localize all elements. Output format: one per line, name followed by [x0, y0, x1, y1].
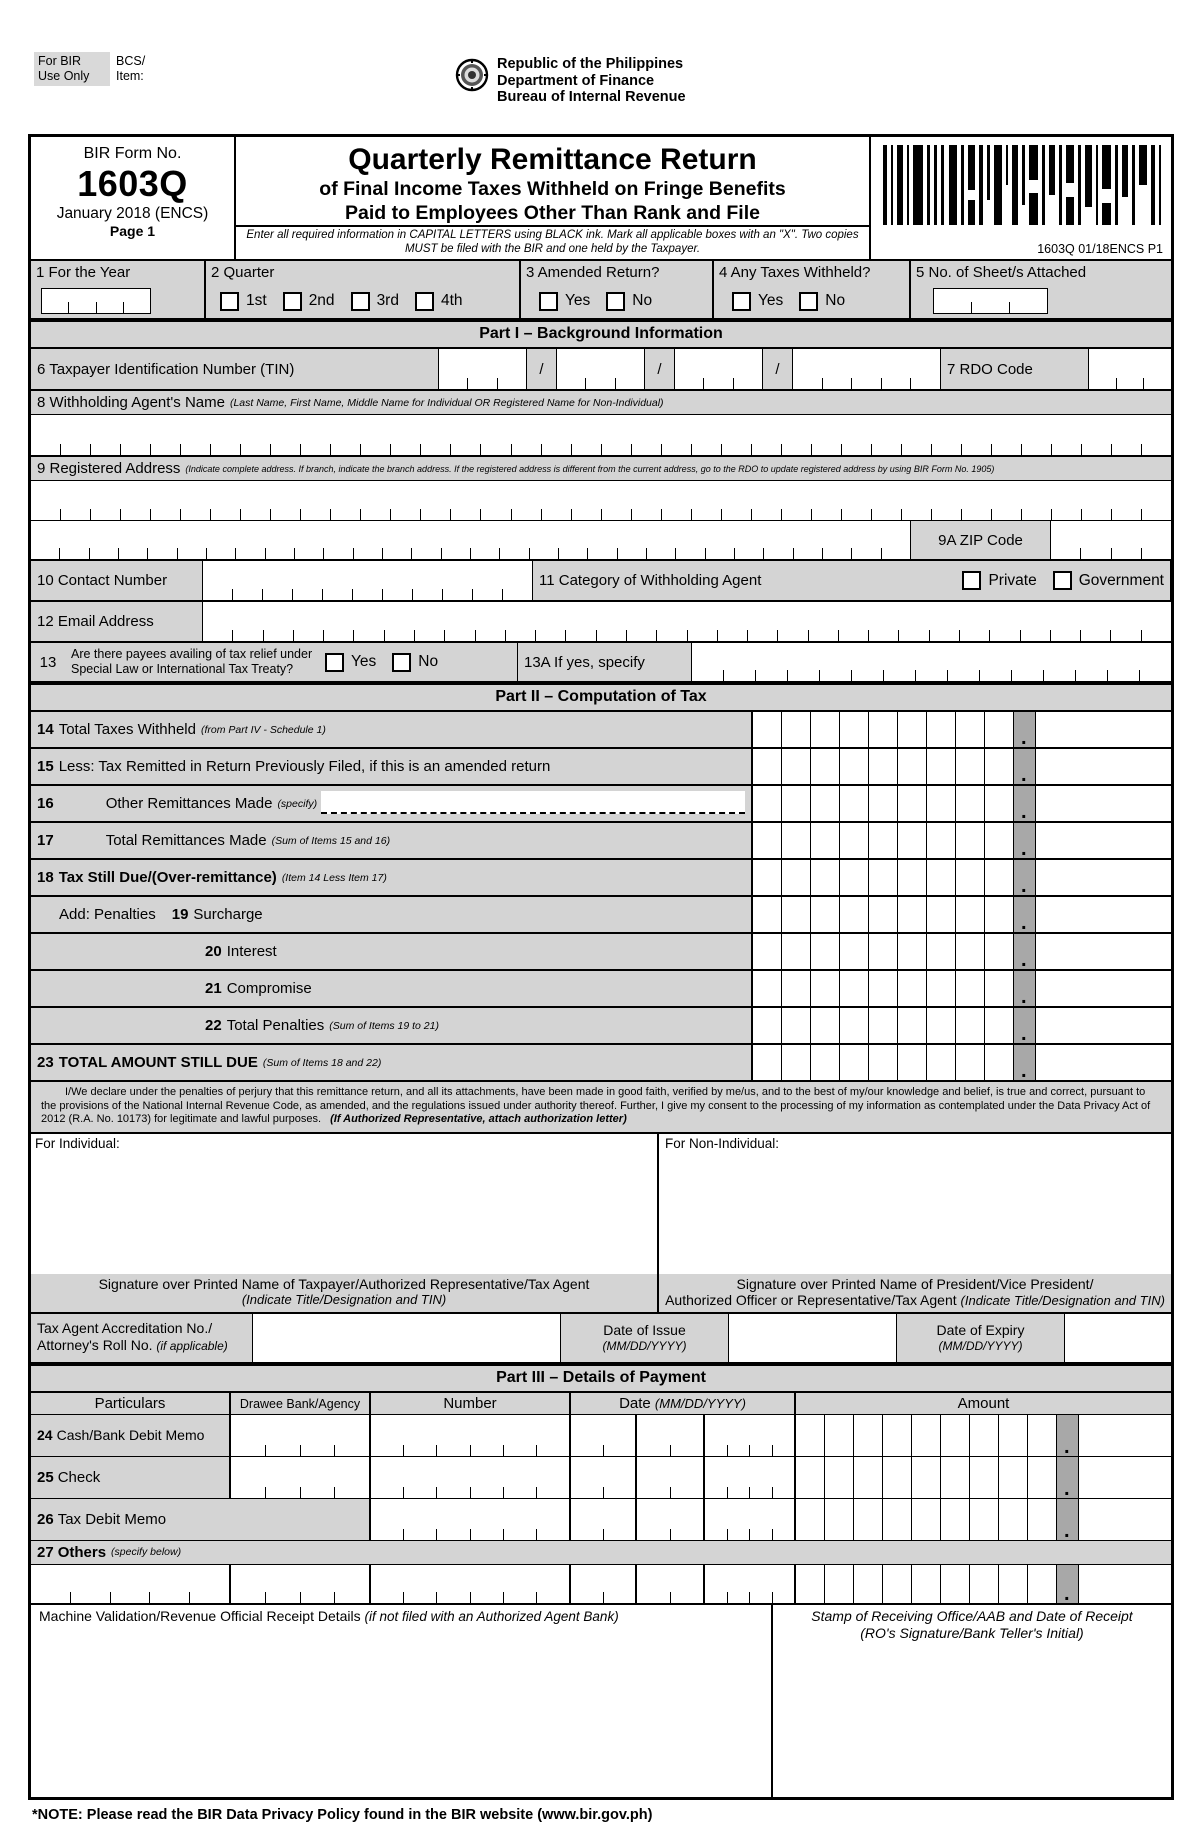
item-13a-label: 13A If yes, specify	[517, 643, 692, 681]
item-10-label: 10 Contact Number	[31, 561, 203, 600]
part3-row-24	[31, 1415, 1171, 1457]
date-issue-note: (MM/DD/YYYY)	[602, 1338, 687, 1353]
row-23-note: (Sum of Items 18 and 22)	[262, 1056, 382, 1069]
item-5-label: 5 No. of Sheet/s Attached	[911, 261, 1171, 284]
tin-part-2[interactable]	[557, 349, 645, 389]
checkbox-government[interactable]	[1053, 571, 1072, 590]
amended-label-yes: Yes	[565, 292, 591, 309]
date-expiry-label: Date of Expiry	[936, 1321, 1025, 1338]
tax-agent-line1: Tax Agent Accreditation No./	[37, 1320, 213, 1336]
part2-row-23	[31, 1045, 1171, 1082]
row-18-note: (Item 14 Less Item 17)	[281, 871, 387, 884]
row-25-number-input[interactable]	[371, 1457, 571, 1498]
row-23-num: 23	[37, 1054, 54, 1071]
row-25-drawee-input[interactable]	[231, 1457, 371, 1498]
part2-rows	[31, 712, 1171, 1082]
item-8-input-row	[31, 415, 1171, 457]
withheld-option-no[interactable]	[799, 292, 845, 311]
row-14-note: (from Part IV - Schedule 1)	[200, 723, 326, 736]
zip-code-input[interactable]	[1051, 521, 1171, 559]
tax-agent-note: (if applicable)	[156, 1339, 228, 1353]
part2-row-18	[31, 860, 1171, 897]
barcode-block	[871, 137, 1171, 259]
item-6-label: 6 Taxpayer Identification Number (TIN)	[31, 349, 439, 389]
form-title-main: Quarterly Remittance Return	[348, 143, 757, 176]
row-17-label: Total Remittances Made	[105, 832, 267, 849]
part2-row-21	[31, 971, 1171, 1008]
form-version: January 2018 (ENCS)	[56, 205, 209, 222]
row-24-date-mm-input[interactable]	[571, 1415, 637, 1456]
declaration-text: I/We declare under the penalties of perjury that this remittance return, and all its attachments, have been made in good faith, verified by me/us, and to the best of my/our knowledge and belief, is true and correct, pursuant to the provisions of the National Internal Revenue Code, as amended, and the regulations issued under authority thereof. Further, I give my consent to the processing of my information as contemplated under the Data Privacy Act of 2012 (R.A. No. 10173) for legitimate and lawful purposes.	[41, 1086, 1151, 1125]
col-amount: Amount	[796, 1393, 1171, 1414]
row-22-label: Total Penalties	[226, 1017, 325, 1034]
row-15-amount-input[interactable]	[753, 749, 1171, 784]
item-4-label: 4 Any Taxes Withheld?	[714, 261, 909, 284]
row-22-amount-input[interactable]	[753, 1008, 1171, 1043]
row-20-num: 20	[205, 943, 222, 960]
row-24-amount-input[interactable]	[796, 1415, 1171, 1456]
row-24-label: Cash/Bank Debit Memo	[56, 1427, 205, 1443]
part2-row-14	[31, 712, 1171, 749]
sig-right-line2-note: (Indicate Title/Designation and TIN)	[960, 1292, 1165, 1308]
withheld-label-no: No	[825, 292, 846, 309]
declaration-text-block	[31, 1082, 1171, 1134]
category-label-government: Government	[1078, 571, 1164, 589]
row-25-date-dd-input[interactable]	[637, 1457, 705, 1498]
row-27-amount-input[interactable]	[796, 1565, 1171, 1603]
row-27-date-yyyy-input[interactable]	[705, 1565, 796, 1603]
signature-left-caption	[31, 1274, 659, 1312]
row-25-num: 25	[37, 1468, 54, 1486]
item-9a-label: 9A ZIP Code	[911, 521, 1051, 559]
row-26-amount-input[interactable]	[796, 1499, 1171, 1540]
row-27-date-dd-input[interactable]	[637, 1565, 705, 1603]
sheets-input[interactable]	[933, 288, 1048, 314]
col-drawee-bank: Drawee Bank/Agency	[231, 1393, 371, 1414]
col-date-label: Date	[619, 1394, 651, 1412]
row-17-note: (Sum of Items 15 and 16)	[271, 834, 391, 847]
item-11-label: 11 Category of Withholding Agent	[539, 572, 762, 589]
for-bir-use-only-box	[34, 52, 110, 86]
row-16-note: (specify)	[277, 797, 318, 810]
sig-right-line1: Signature over Printed Name of President/Vice President/	[736, 1275, 1094, 1292]
row-19-num: 19	[171, 906, 189, 923]
item-9-label: 9 Registered Address	[37, 460, 181, 477]
row-20-amount-input[interactable]	[753, 934, 1171, 969]
date-of-expiry-label-wrap	[897, 1314, 1065, 1362]
quarter-label-3rd: 3rd	[376, 292, 399, 309]
item-8-label-wrap	[31, 391, 1171, 414]
part2-row-19	[31, 897, 1171, 934]
date-of-expiry-input[interactable]	[1065, 1314, 1171, 1362]
machine-validation-label: Machine Validation/Revenue Official Receipt Details	[39, 1607, 361, 1624]
row-18-num: 18	[37, 869, 54, 886]
tin-part-3[interactable]	[675, 349, 763, 389]
row-16-amount-input[interactable]	[753, 786, 1171, 821]
quarter-label-2nd: 2nd	[308, 292, 335, 309]
item-9-label-wrap	[31, 457, 1171, 480]
signature-right-caption	[659, 1274, 1171, 1312]
row-27-date-mm-input[interactable]	[571, 1565, 637, 1603]
withheld-option-yes[interactable]	[732, 292, 783, 311]
row-27-label-wrap	[31, 1541, 1171, 1564]
row-21-num: 21	[205, 980, 222, 997]
form-body	[28, 134, 1174, 1800]
withheld-label-yes: Yes	[758, 292, 784, 309]
bcs-line1: BCS/	[116, 54, 146, 68]
row-25-label: Check	[57, 1468, 101, 1486]
tax-agent-line2: Attorney's Roll No.	[37, 1337, 153, 1353]
machine-validation-box[interactable]	[31, 1605, 773, 1797]
row-18-label: Tax Still Due/(Over-remittance)	[58, 869, 277, 886]
email-address-input[interactable]	[203, 602, 1171, 641]
category-option-government[interactable]	[1053, 571, 1164, 590]
row-27-drawee-input[interactable]	[231, 1565, 371, 1603]
rdo-code-input[interactable]	[1089, 349, 1171, 389]
date-expiry-note: (MM/DD/YYYY)	[938, 1338, 1023, 1353]
item-13-line2: Special Law or International Tax Treaty?	[71, 662, 294, 676]
form-instructions: Enter all required information in CAPITAL LETTERS using BLACK ink. Mark all applicable boxes with an "X". Two copies MUST be filed with the BIR and one held by the Taxpayer.	[236, 225, 869, 259]
col-number: Number	[371, 1393, 571, 1414]
stamp-line1: Stamp of Receiving Office/AAB and Date of Receipt	[811, 1607, 1133, 1624]
for-individual-label: For Individual:	[35, 1135, 120, 1151]
checkbox-tax-relief-yes[interactable]	[325, 653, 344, 672]
quarter-label-4th: 4th	[440, 292, 463, 309]
part3-header-row	[31, 1393, 1171, 1415]
for-non-individual-label: For Non-Individual:	[665, 1135, 780, 1151]
item-2-quarter	[206, 261, 521, 318]
item-9-note: (Indicate complete address. If branch, indicate the branch address. If the registered address is different from the current address, go to the RDO to update registered address by using BIR Form No. 1905)	[185, 463, 995, 474]
part2-banner: Part II – Computation of Tax	[31, 683, 1171, 712]
row-24-number-input[interactable]	[371, 1415, 571, 1456]
row-14-num: 14	[37, 721, 54, 738]
row-20-label: Interest	[226, 943, 277, 960]
agency-line2: Department of Finance	[497, 72, 655, 89]
row-21-label: Compromise	[226, 980, 312, 997]
machine-validation-caption	[31, 1605, 771, 1624]
row-26-date-mm-input[interactable]	[571, 1499, 637, 1540]
checkbox-3rd[interactable]	[351, 292, 370, 311]
row-15-label: Less: Tax Remitted in Return Previously Filed, if this is an amended return	[58, 758, 551, 775]
tin-part-1[interactable]	[439, 349, 527, 389]
agency-line3: Bureau of Internal Revenue	[497, 89, 686, 105]
sig-right-line2: Authorized Officer or Representative/Tax Agent	[665, 1291, 957, 1308]
row-25-date-yyyy-input[interactable]	[705, 1457, 796, 1498]
registered-address-line1-input[interactable]	[31, 481, 1171, 520]
agency-heading	[455, 56, 686, 106]
stamp-line2: (RO's Signature/Bank Teller's Initial)	[860, 1624, 1084, 1641]
row-24-date-dd-input[interactable]	[637, 1415, 705, 1456]
item-1-year	[31, 261, 206, 318]
checkbox-private[interactable]	[962, 571, 981, 590]
tin-separator-2: /	[645, 349, 675, 389]
part2-row-20	[31, 934, 1171, 971]
row-23-label: TOTAL AMOUNT STILL DUE	[58, 1054, 258, 1071]
part2-row-15	[31, 749, 1171, 786]
part3-row-26	[31, 1499, 1171, 1541]
tax-agent-row	[31, 1314, 1171, 1364]
row-19-prefix: Add: Penalties	[59, 906, 156, 923]
part3-row-27-label	[31, 1541, 1171, 1565]
checkbox-amended-yes[interactable]	[539, 292, 558, 311]
bir-seal-icon	[455, 58, 489, 92]
item-13-row	[31, 643, 1171, 683]
item-8-label-row	[31, 391, 1171, 415]
part3-banner: Part III – Details of Payment	[31, 1364, 1171, 1393]
row-15-num: 15	[37, 758, 54, 775]
row-21-amount-input[interactable]	[753, 971, 1171, 1006]
row-19-label: Surcharge	[193, 906, 263, 923]
stamp-caption	[773, 1605, 1171, 1642]
row-27-label: Others	[57, 1543, 107, 1561]
for-bir-line1: For BIR	[38, 54, 82, 68]
row-26-date-dd-input[interactable]	[637, 1499, 705, 1540]
checkbox-1st[interactable]	[220, 292, 239, 311]
col-particulars: Particulars	[31, 1393, 231, 1414]
part3-row-27-input	[31, 1565, 1171, 1605]
tax-agent-line2-wrap	[37, 1337, 228, 1355]
row-22-num: 22	[205, 1017, 222, 1034]
signature-individual-box[interactable]	[31, 1134, 659, 1274]
sig-left-line1: Signature over Printed Name of Taxpayer/Authorized Representative/Tax Agent	[98, 1275, 590, 1292]
amended-option-no[interactable]	[606, 292, 652, 311]
validation-row	[31, 1605, 1171, 1797]
checkbox-4th[interactable]	[415, 292, 434, 311]
row-23-amount-input[interactable]	[753, 1045, 1171, 1080]
row-24-drawee-input[interactable]	[231, 1415, 371, 1456]
checkbox-amended-no[interactable]	[606, 292, 625, 311]
for-bir-line2: Use Only	[38, 69, 90, 83]
item-1-label: 1 For the Year	[31, 261, 204, 284]
col-date	[571, 1393, 796, 1414]
form-number-block	[31, 137, 236, 259]
item-6-row	[31, 349, 1171, 391]
row-16-label: Other Remittances Made	[105, 795, 273, 812]
signature-caption-row	[31, 1274, 1171, 1314]
page-header	[0, 0, 1200, 120]
item-12-label: 12 Email Address	[31, 602, 203, 641]
form-title-block	[236, 137, 871, 259]
registered-address-line2-input[interactable]	[31, 521, 911, 559]
item-12-row	[31, 602, 1171, 643]
item-3-amended	[521, 261, 714, 318]
item-7-label: 7 RDO Code	[941, 349, 1089, 389]
sig-left-line2: (Indicate Title/Designation and TIN)	[241, 1291, 447, 1307]
tin-branch-code[interactable]	[793, 349, 941, 389]
row-24-num: 24	[37, 1427, 53, 1443]
form-no-label: BIR Form No.	[83, 145, 182, 162]
part2-row-22	[31, 1008, 1171, 1045]
form-no-value: 1603Q	[77, 163, 188, 204]
row-26-number-input[interactable]	[371, 1499, 571, 1540]
tax-agent-accreditation-input[interactable]	[253, 1314, 561, 1362]
checkbox-tax-relief-no[interactable]	[392, 653, 411, 672]
contact-number-input[interactable]	[203, 561, 533, 600]
row-27-number-input[interactable]	[371, 1565, 571, 1603]
item-9-input-row-1	[31, 481, 1171, 521]
withholding-agent-name-input[interactable]	[31, 415, 1171, 455]
row-16-num: 16	[37, 795, 54, 812]
quarter-option-3rd[interactable]	[351, 292, 399, 311]
row-25-amount-input[interactable]	[796, 1457, 1171, 1498]
item-3-label: 3 Amended Return?	[521, 261, 712, 284]
row-14-label: Total Taxes Withheld	[58, 721, 196, 738]
quarter-option-2nd[interactable]	[283, 292, 335, 311]
barcode-image	[879, 145, 1163, 225]
tin-separator-3: /	[763, 349, 793, 389]
amended-label-no: No	[632, 292, 653, 309]
part3-row-25	[31, 1457, 1171, 1499]
form-page: Page 1	[109, 223, 156, 239]
part1-banner: Part I – Background Information	[31, 320, 1171, 349]
part2-row-17	[31, 823, 1171, 860]
category-option-private[interactable]	[962, 571, 1036, 590]
quarter-option-1st[interactable]	[220, 292, 267, 311]
tax-agent-label	[31, 1314, 253, 1362]
item-bar	[31, 261, 1171, 320]
item-13-line1: Are there payees availing of tax relief under	[71, 647, 313, 661]
item-4-taxes-withheld	[714, 261, 911, 318]
row-27-particulars-input[interactable]	[31, 1565, 231, 1603]
signature-non-individual-box[interactable]	[659, 1134, 1171, 1274]
row-18-amount-input[interactable]	[753, 860, 1171, 895]
stamp-box[interactable]	[773, 1605, 1171, 1797]
item-13-options	[319, 643, 517, 681]
tax-relief-option-no[interactable]	[392, 653, 438, 672]
tin-separator-1: /	[527, 349, 557, 389]
sig-right-line2-wrap	[663, 1292, 1167, 1309]
declaration-auth-note: (If Authorized Representative, attach authorization letter)	[330, 1113, 627, 1125]
item-10-11-row	[31, 561, 1171, 602]
amended-option-yes[interactable]	[539, 292, 590, 311]
year-input[interactable]	[41, 288, 151, 314]
form-title-sub2: Paid to Employees Other Than Rank and File	[344, 202, 760, 224]
machine-validation-note: (if not filed with an Authorized Agent Bank)	[364, 1608, 619, 1624]
item-13-number: 13	[31, 643, 65, 681]
item-9-input-row-2	[31, 521, 1171, 561]
form-title-sub1: of Final Income Taxes Withheld on Fringe Benefits	[319, 178, 786, 200]
barcode-label: 1603Q 01/18ENCS P1	[1037, 242, 1163, 256]
bcs-item-box	[110, 52, 145, 86]
item-9-label-row	[31, 457, 1171, 481]
row-27-note: (specify below)	[111, 1546, 182, 1558]
part2-row-16	[31, 786, 1171, 823]
checkbox-withheld-yes[interactable]	[732, 292, 751, 311]
checkbox-withheld-no[interactable]	[799, 292, 818, 311]
item-11-wrap	[533, 561, 1171, 600]
row-25-date-mm-input[interactable]	[571, 1457, 637, 1498]
tax-relief-option-yes[interactable]	[325, 653, 376, 672]
quarter-label-1st: 1st	[246, 292, 267, 309]
footer-note: *NOTE: Please read the BIR Data Privacy Policy found in the BIR website (www.bir.gov.ph)	[32, 1807, 653, 1823]
row-26-date-yyyy-input[interactable]	[705, 1499, 796, 1540]
row-16-specify-input[interactable]	[321, 791, 745, 814]
row-17-num: 17	[37, 832, 54, 849]
date-of-issue-label-wrap	[561, 1314, 729, 1362]
item-8-label: 8 Withholding Agent's Name	[37, 394, 225, 411]
tax-relief-label-no: No	[418, 653, 439, 670]
signature-row	[31, 1134, 1171, 1274]
agency-line1: Republic of the Philippines	[497, 56, 684, 72]
col-date-note: (MM/DD/YYYY)	[654, 1395, 746, 1411]
bcs-line2: Item:	[116, 69, 144, 83]
item-2-label: 2 Quarter	[206, 261, 519, 284]
row-24-date-yyyy-input[interactable]	[705, 1415, 796, 1456]
row-17-amount-input[interactable]	[753, 823, 1171, 858]
item-8-note: (Last Name, First Name, Middle Name for Individual OR Registered Name for Non-Individual)	[229, 396, 664, 409]
quarter-option-4th[interactable]	[415, 292, 463, 311]
row-14-amount-input[interactable]	[753, 712, 1171, 747]
item-5-sheets	[911, 261, 1171, 318]
tax-relief-specify-input[interactable]	[692, 643, 1171, 681]
date-of-issue-input[interactable]	[729, 1314, 897, 1362]
title-band	[31, 137, 1171, 261]
item-13-question	[65, 643, 319, 681]
row-22-note: (Sum of Items 19 to 21)	[329, 1019, 439, 1032]
category-label-private: Private	[988, 571, 1037, 589]
row-26-label: Tax Debit Memo	[57, 1510, 167, 1528]
row-19-amount-input[interactable]	[753, 897, 1171, 932]
row-27-num: 27	[37, 1543, 54, 1561]
tax-relief-label-yes: Yes	[351, 653, 377, 670]
row-26-num: 26	[37, 1510, 54, 1528]
date-issue-label: Date of Issue	[603, 1321, 686, 1338]
checkbox-2nd[interactable]	[283, 292, 302, 311]
